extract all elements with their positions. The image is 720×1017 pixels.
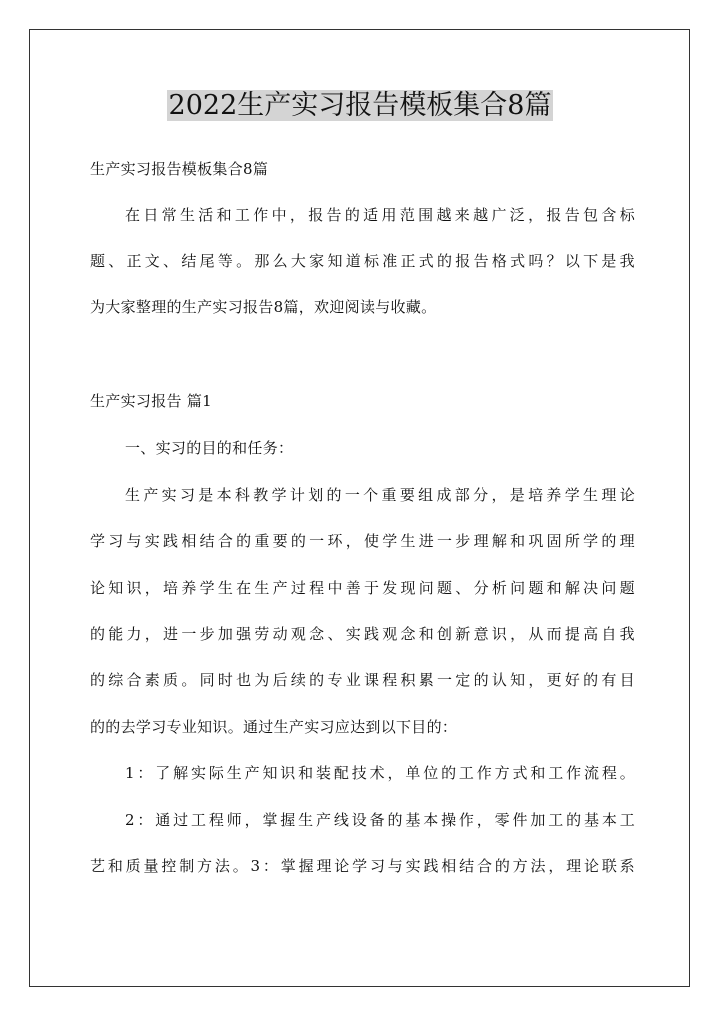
- paragraph-line: 的的去学习专业知识。通过生产实习应达到以下目的：: [90, 718, 458, 736]
- paragraph-line: 在日常生活和工作中，报告的适用范围越来越广泛，报告包含标: [125, 206, 635, 224]
- paragraph-line: 生产实习是本科教学计划的一个重要组成部分，是培养学生理论: [125, 486, 635, 504]
- subtitle-line: 生产实习报告模板集合8篇: [90, 160, 269, 178]
- paragraph-line: 论知识，培养学生在生产过程中善于发现问题、分析问题和解决问题: [90, 579, 635, 597]
- subsection-heading: 一、实习的目的和任务：: [125, 439, 294, 457]
- paragraph-line: 学习与实践相结合的重要的一环，使学生进一步理解和巩固所学的理: [90, 532, 635, 550]
- paragraph-line: 的综合素质。同时也为后续的专业课程积累一定的认知，更好的有目: [90, 671, 635, 689]
- title-text: 2022生产实习报告模板集合8篇: [168, 90, 552, 121]
- list-item: 艺和质量控制方法。3：掌握理论学习与实践相结合的方法，理论联系: [90, 857, 635, 875]
- list-item: 2：通过工程师，掌握生产线设备的基本操作，零件加工的基本工: [125, 811, 635, 829]
- document-title: [0, 88, 720, 124]
- list-item: 1：了解实际生产知识和装配技术，单位的工作方式和工作流程。: [125, 764, 635, 782]
- section-heading: 生产实习报告 篇1: [90, 392, 213, 410]
- paragraph-line: 的能力，进一步加强劳动观念、实践观念和创新意识，从而提高自我: [90, 625, 635, 643]
- paragraph-line: 为大家整理的生产实习报告8篇，欢迎阅读与收藏。: [90, 298, 437, 316]
- paragraph-line: 题、正文、结尾等。那么大家知道标准正式的报告格式吗？以下是我: [90, 252, 635, 270]
